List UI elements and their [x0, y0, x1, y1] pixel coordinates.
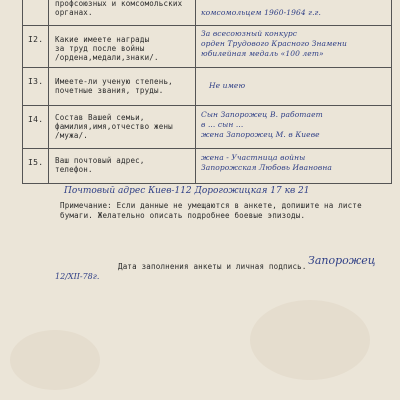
row-question: профсоюзных и комсомольских органах. — [55, 0, 183, 17]
row-number: I4. — [28, 115, 44, 124]
row-answer-handwritten: жена - Участница войны Запорожская Любовь Ивановна — [201, 153, 332, 172]
footnote: Примечание: Если данные не умещаются в анкете, допишите на листе бумаги. Желательно описать подробнее боевые эпизоды. — [60, 201, 362, 220]
table-row — [23, 25, 391, 68]
row-number: I3. — [28, 77, 44, 86]
row-number: I5. — [28, 158, 44, 167]
row-number: I2. — [28, 35, 44, 44]
row-answer-handwritten: За всесоюзный конкурс орден Трудового Красного Знамени юбилейная медаль «100 лет» — [201, 29, 347, 58]
questionnaire-table — [22, 0, 392, 184]
row-answer-handwritten: Не имею — [209, 81, 246, 90]
table-row — [23, 0, 391, 26]
fill-date-handwritten: 12/XII-78г. — [55, 272, 100, 281]
paper-stain — [10, 330, 100, 390]
table-row — [23, 67, 391, 106]
table-row — [23, 105, 391, 149]
postal-address-handwritten: Почтовый адрес Киев-112 Дорогожицкая 17 кв 21 — [64, 186, 310, 196]
row-question: Имеете-ли ученую степень, почетные звания, труды. — [55, 77, 173, 95]
row-question: Какие имеете награды за труд после войны /ордена,медали,знаки/. — [55, 35, 159, 62]
signature-label: Дата заполнения анкеты и личная подпись. — [118, 262, 307, 271]
row-answer-handwritten: Сын Запорожец В. работает в ... сын ... жена Запорожец М. в Киеве — [201, 110, 323, 139]
signature-handwritten: Запорожец — [308, 254, 376, 267]
paper-stain — [250, 300, 370, 380]
row-question: Ваш почтовый адрес, телефон. — [55, 156, 145, 174]
row-answer-handwritten: комсомольцем 1960-1964 г.г. — [201, 8, 321, 17]
row-question: Состав Вашей семьи, фамилия,имя,отчество жены /мужа/. — [55, 113, 173, 140]
table-row — [23, 148, 391, 184]
